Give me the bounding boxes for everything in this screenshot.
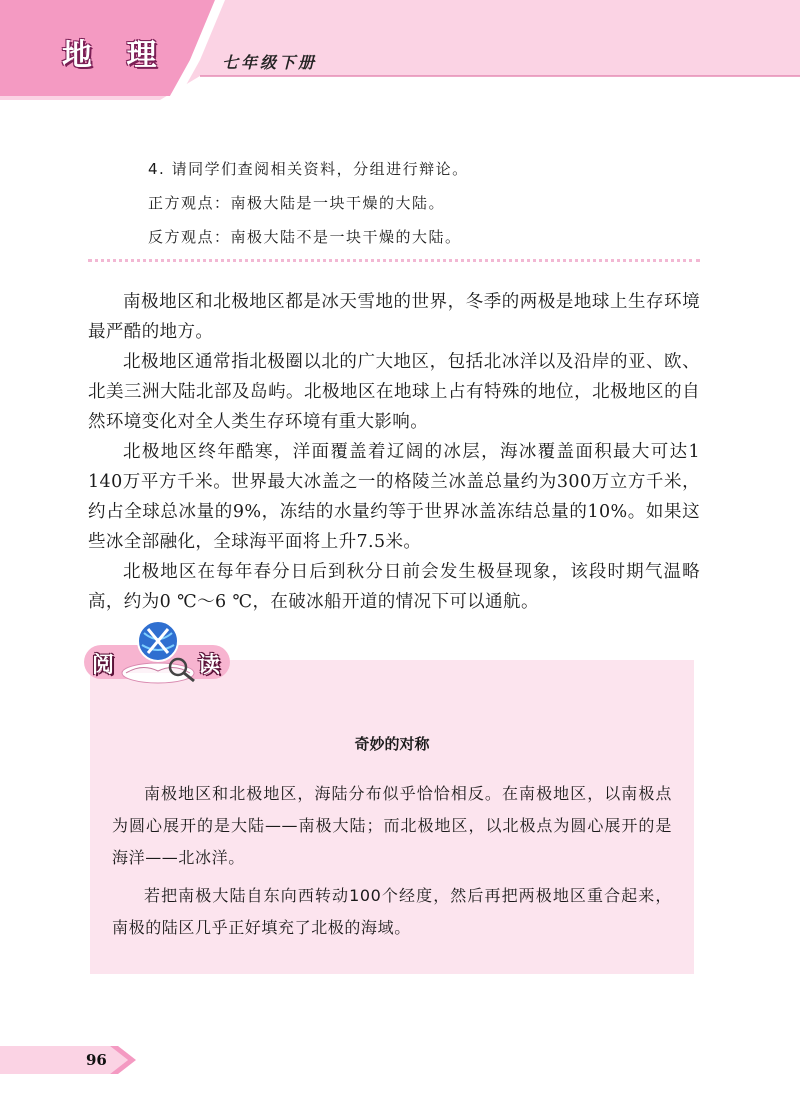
activity-item-4: 4. 请同学们查阅相关资料，分组进行辩论。 — [148, 160, 469, 178]
paragraph-3: 北极地区终年酷寒，洋面覆盖着辽阔的冰层，海冰覆盖面积最大可达1 140万平方千米。世界最大冰盖之一的格陵兰冰盖总量约为300万立方千米，约占全球总冰量的9%，冻结的水量约等于世界冰盖冻结总量的10%。如果这些冰全部融化，全球海平面将上升7.5米。 — [88, 442, 700, 552]
reading-tab — [84, 615, 234, 691]
paragraph-4: 北极地区在每年春分日后到秋分日前会发生极昼现象，该段时期气温略高，约为0 ℃～6 ℃，在破冰船开道的情况下可以通航。 — [88, 562, 700, 612]
page-header — [0, 0, 800, 100]
reading-paragraph-2: 若把南极大陆自东向西转动100个经度，然后再把两极地区重合起来，南极的陆区几乎正好填充了北极的海域。 — [112, 886, 672, 937]
activity-section — [148, 152, 708, 254]
reading-paragraph-1: 南极地区和北极地区，海陆分布似乎恰恰相反。在南极地区，以南极点为圆心展开的是大陆——南极大陆；而北极地区，以北极点为圆心展开的是海洋——北冰洋。 — [112, 784, 672, 867]
reading-tab-label-right: 读 — [198, 653, 221, 678]
reading-body — [112, 778, 672, 944]
page-number: 96 — [86, 1051, 107, 1069]
paragraph-1: 南极地区和北极地区都是冰天雪地的世界，冬季的两极是地球上生存环境最严酷的地方。 — [88, 292, 700, 342]
subject-title: 地 理 — [62, 38, 169, 73]
footer-band — [0, 1040, 140, 1076]
reading-title: 奇妙的对称 — [354, 735, 430, 753]
con-viewpoint: 反方观点：南极大陆不是一块干燥的大陆。 — [148, 228, 462, 246]
main-text — [88, 287, 700, 617]
pro-viewpoint: 正方观点：南极大陆是一块干燥的大陆。 — [148, 194, 446, 212]
globe-book-magnifier-icon — [118, 615, 198, 685]
grade-label: 七年级下册 — [222, 53, 318, 72]
reading-tab-label-left: 阅 — [92, 653, 115, 678]
paragraph-2: 北极地区通常指北极圈以北的广大地区，包括北冰洋以及沿岸的亚、欧、北美三洲大陆北部及岛屿。北极地区在地球上占有特殊的地位，北极地区的自然环境变化对全人类生存环境有重大影响。 — [88, 352, 700, 432]
dotted-divider — [88, 259, 700, 262]
